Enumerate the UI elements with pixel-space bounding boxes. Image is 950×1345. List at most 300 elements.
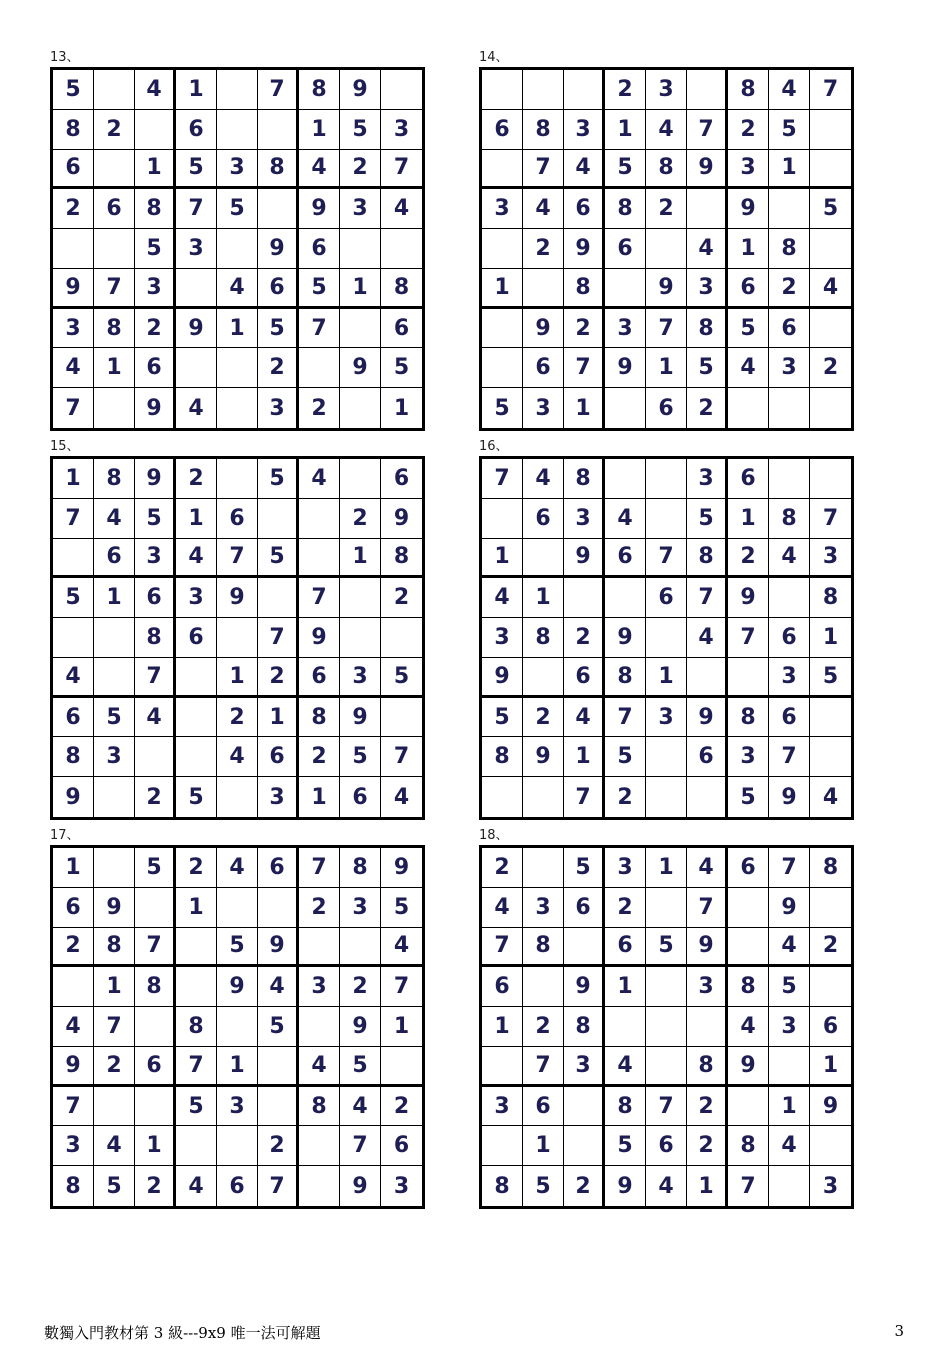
sudoku-cell bbox=[176, 1126, 217, 1166]
sudoku-cell: 9 bbox=[135, 459, 176, 499]
sudoku-cell: 8 bbox=[135, 189, 176, 229]
sudoku-cell: 4 bbox=[605, 499, 646, 539]
sudoku-cell bbox=[176, 737, 217, 777]
sudoku-cell: 3 bbox=[299, 967, 340, 1007]
sudoku-cell: 4 bbox=[564, 698, 605, 738]
sudoku-cell: 1 bbox=[482, 269, 523, 309]
sudoku-cell bbox=[646, 967, 687, 1007]
sudoku-cell: 5 bbox=[135, 229, 176, 269]
sudoku-cell: 1 bbox=[299, 777, 340, 817]
sudoku-cell: 9 bbox=[381, 499, 422, 539]
sudoku-cell: 7 bbox=[94, 269, 135, 309]
sudoku-cell bbox=[605, 459, 646, 499]
sudoku-cell: 6 bbox=[381, 309, 422, 349]
sudoku-cell bbox=[728, 388, 769, 428]
sudoku-cell: 6 bbox=[299, 229, 340, 269]
sudoku-cell: 4 bbox=[176, 1166, 217, 1206]
sudoku-cell: 9 bbox=[135, 388, 176, 428]
sudoku-cell: 8 bbox=[687, 539, 728, 579]
sudoku-cell: 3 bbox=[340, 189, 381, 229]
sudoku-cell bbox=[564, 928, 605, 968]
sudoku-cell: 9 bbox=[217, 578, 258, 618]
sudoku-cell: 8 bbox=[381, 539, 422, 579]
sudoku-cell bbox=[299, 1126, 340, 1166]
sudoku-cell bbox=[482, 70, 523, 110]
sudoku-cell: 2 bbox=[687, 1087, 728, 1127]
sudoku-cell: 5 bbox=[94, 1166, 135, 1206]
sudoku-cell bbox=[482, 1047, 523, 1087]
sudoku-cell: 9 bbox=[53, 269, 94, 309]
sudoku-cell bbox=[53, 539, 94, 579]
sudoku-cell bbox=[728, 658, 769, 698]
sudoku-grid bbox=[479, 67, 854, 431]
sudoku-cell: 1 bbox=[94, 967, 135, 1007]
sudoku-cell bbox=[135, 110, 176, 150]
sudoku-cell: 1 bbox=[810, 618, 851, 658]
sudoku-cell bbox=[176, 348, 217, 388]
sudoku-cell: 7 bbox=[258, 1166, 299, 1206]
sudoku-cell bbox=[340, 388, 381, 428]
sudoku-cell: 1 bbox=[482, 1007, 523, 1047]
sudoku-cell: 5 bbox=[605, 1126, 646, 1166]
sudoku-cell bbox=[810, 150, 851, 190]
sudoku-cell: 9 bbox=[217, 967, 258, 1007]
sudoku-cell: 8 bbox=[769, 229, 810, 269]
sudoku-cell: 7 bbox=[728, 1166, 769, 1206]
sudoku-cell: 8 bbox=[94, 928, 135, 968]
sudoku-cell bbox=[523, 658, 564, 698]
sudoku-cell: 2 bbox=[810, 928, 851, 968]
sudoku-cell bbox=[217, 348, 258, 388]
sudoku-cell: 2 bbox=[299, 737, 340, 777]
sudoku-grid bbox=[479, 456, 854, 820]
sudoku-cell: 8 bbox=[605, 189, 646, 229]
sudoku-cell: 2 bbox=[340, 150, 381, 190]
sudoku-cell: 6 bbox=[646, 1126, 687, 1166]
sudoku-cell: 1 bbox=[564, 737, 605, 777]
sudoku-cell: 9 bbox=[53, 1047, 94, 1087]
sudoku-cell: 5 bbox=[687, 348, 728, 388]
sudoku-cell: 3 bbox=[53, 309, 94, 349]
sudoku-cell bbox=[258, 1047, 299, 1087]
sudoku-cell: 2 bbox=[646, 189, 687, 229]
sudoku-cell: 1 bbox=[646, 658, 687, 698]
sudoku-cell: 3 bbox=[605, 309, 646, 349]
sudoku-cell: 5 bbox=[646, 928, 687, 968]
sudoku-cell: 4 bbox=[605, 1047, 646, 1087]
sudoku-cell: 6 bbox=[523, 1087, 564, 1127]
sudoku-cell: 8 bbox=[94, 309, 135, 349]
sudoku-cell: 5 bbox=[728, 777, 769, 817]
sudoku-cell: 6 bbox=[94, 539, 135, 579]
sudoku-cell bbox=[340, 459, 381, 499]
sudoku-cell bbox=[217, 618, 258, 658]
sudoku-cell: 4 bbox=[687, 848, 728, 888]
sudoku-cell: 7 bbox=[482, 928, 523, 968]
sudoku-cell: 3 bbox=[728, 150, 769, 190]
sudoku-cell bbox=[646, 777, 687, 817]
sudoku-cell: 1 bbox=[135, 150, 176, 190]
sudoku-cell: 7 bbox=[135, 928, 176, 968]
sudoku-cell: 1 bbox=[381, 1007, 422, 1047]
sudoku-cell: 3 bbox=[482, 189, 523, 229]
sudoku-cell bbox=[646, 618, 687, 658]
sudoku-cell: 9 bbox=[687, 698, 728, 738]
sudoku-cell: 3 bbox=[340, 658, 381, 698]
sudoku-cell bbox=[769, 578, 810, 618]
sudoku-cell bbox=[482, 229, 523, 269]
sudoku-cell: 1 bbox=[687, 1166, 728, 1206]
puzzle-label: 14、 bbox=[479, 50, 509, 65]
sudoku-cell: 7 bbox=[381, 150, 422, 190]
sudoku-cell: 7 bbox=[564, 777, 605, 817]
sudoku-cell: 6 bbox=[340, 777, 381, 817]
sudoku-cell: 2 bbox=[728, 539, 769, 579]
sudoku-cell: 4 bbox=[299, 150, 340, 190]
sudoku-cell: 5 bbox=[258, 309, 299, 349]
sudoku-cell bbox=[769, 388, 810, 428]
sudoku-cell: 5 bbox=[381, 658, 422, 698]
sudoku-cell bbox=[258, 499, 299, 539]
sudoku-cell: 9 bbox=[564, 539, 605, 579]
sudoku-cell: 4 bbox=[94, 499, 135, 539]
sudoku-cell: 5 bbox=[135, 848, 176, 888]
sudoku-cell bbox=[217, 459, 258, 499]
sudoku-cell: 8 bbox=[810, 578, 851, 618]
sudoku-cell: 9 bbox=[687, 150, 728, 190]
sudoku-cell bbox=[523, 539, 564, 579]
sudoku-cell: 9 bbox=[340, 348, 381, 388]
sudoku-cell: 2 bbox=[94, 1047, 135, 1087]
sudoku-cell: 3 bbox=[258, 388, 299, 428]
sudoku-cell bbox=[94, 658, 135, 698]
sudoku-cell bbox=[340, 928, 381, 968]
sudoku-cell: 8 bbox=[523, 928, 564, 968]
sudoku-cell: 6 bbox=[53, 888, 94, 928]
sudoku-cell bbox=[646, 459, 687, 499]
sudoku-cell: 4 bbox=[258, 967, 299, 1007]
sudoku-cell: 2 bbox=[605, 777, 646, 817]
sudoku-cell: 3 bbox=[393, 1173, 410, 1199]
sudoku-cell: 8 bbox=[299, 1087, 340, 1127]
sudoku-cell: 1 bbox=[810, 1047, 851, 1087]
sudoku-cell: 7 bbox=[687, 110, 728, 150]
sudoku-cell: 2 bbox=[53, 928, 94, 968]
sudoku-cell: 8 bbox=[605, 1087, 646, 1127]
sudoku-cell: 4 bbox=[646, 1166, 687, 1206]
sudoku-cell: 4 bbox=[53, 348, 94, 388]
sudoku-cell: 9 bbox=[646, 269, 687, 309]
sudoku-cell bbox=[94, 229, 135, 269]
sudoku-cell: 3 bbox=[523, 388, 564, 428]
sudoku-cell: 7 bbox=[53, 499, 94, 539]
sudoku-cell bbox=[258, 578, 299, 618]
sudoku-cell: 5 bbox=[176, 777, 217, 817]
sudoku-cell: 2 bbox=[135, 777, 176, 817]
sudoku-cell: 5 bbox=[482, 698, 523, 738]
sudoku-cell: 2 bbox=[523, 1007, 564, 1047]
sudoku-cell bbox=[53, 229, 94, 269]
sudoku-cell: 4 bbox=[135, 698, 176, 738]
sudoku-cell: 5 bbox=[217, 928, 258, 968]
sudoku-cell: 7 bbox=[299, 578, 340, 618]
sudoku-cell bbox=[728, 1087, 769, 1127]
sudoku-cell: 7 bbox=[299, 309, 340, 349]
sudoku-cell bbox=[810, 229, 851, 269]
sudoku-cell: 1 bbox=[482, 539, 523, 579]
sudoku-grid bbox=[479, 845, 854, 1209]
sudoku-cell bbox=[94, 618, 135, 658]
sudoku-cell: 7 bbox=[53, 1087, 94, 1127]
sudoku-cell bbox=[769, 1047, 810, 1087]
sudoku-cell: 5 bbox=[564, 848, 605, 888]
sudoku-cell: 7 bbox=[687, 578, 728, 618]
sudoku-cell bbox=[728, 888, 769, 928]
sudoku-cell: 4 bbox=[217, 848, 258, 888]
sudoku-cell: 3 bbox=[53, 1126, 94, 1166]
sudoku-cell bbox=[94, 1087, 135, 1127]
sudoku-cell: 7 bbox=[135, 658, 176, 698]
sudoku-cell bbox=[810, 309, 851, 349]
sudoku-cell: 7 bbox=[646, 539, 687, 579]
sudoku-cell: 4 bbox=[564, 150, 605, 190]
sudoku-cell: 3 bbox=[381, 110, 422, 150]
sudoku-cell: 8 bbox=[94, 459, 135, 499]
sudoku-cell bbox=[810, 698, 851, 738]
sudoku-cell: 3 bbox=[605, 848, 646, 888]
sudoku-cell: 8 bbox=[810, 848, 851, 888]
sudoku-cell: 6 bbox=[646, 578, 687, 618]
sudoku-cell: 5 bbox=[381, 348, 422, 388]
sudoku-cell: 3 bbox=[482, 618, 523, 658]
sudoku-cell bbox=[646, 499, 687, 539]
sudoku-cell: 4 bbox=[687, 618, 728, 658]
sudoku-cell: 6 bbox=[769, 618, 810, 658]
sudoku-cell: 8 bbox=[299, 698, 340, 738]
sudoku-cell: 5 bbox=[340, 1047, 381, 1087]
sudoku-cell bbox=[482, 499, 523, 539]
sudoku-cell bbox=[482, 309, 523, 349]
sudoku-cell bbox=[605, 269, 646, 309]
sudoku-cell: 9 bbox=[258, 928, 299, 968]
sudoku-cell: 5 bbox=[605, 150, 646, 190]
sudoku-cell: 2 bbox=[258, 658, 299, 698]
sudoku-cell bbox=[381, 229, 422, 269]
sudoku-cell: 9 bbox=[523, 737, 564, 777]
sudoku-cell: 5 bbox=[217, 189, 258, 229]
sudoku-cell: 6 bbox=[176, 618, 217, 658]
sudoku-cell bbox=[340, 578, 381, 618]
sudoku-cell: 3 bbox=[769, 658, 810, 698]
sudoku-cell: 3 bbox=[258, 777, 299, 817]
sudoku-cell: 2 bbox=[381, 578, 422, 618]
sudoku-cell: 5 bbox=[605, 737, 646, 777]
sudoku-cell: 2 bbox=[217, 698, 258, 738]
sudoku-cell: 1 bbox=[217, 1047, 258, 1087]
sudoku-cell: 8 bbox=[482, 737, 523, 777]
sudoku-cell: 1 bbox=[176, 888, 217, 928]
sudoku-cell bbox=[217, 1126, 258, 1166]
sudoku-cell: 4 bbox=[769, 70, 810, 110]
sudoku-cell: 1 bbox=[176, 70, 217, 110]
sudoku-cell: 6 bbox=[299, 658, 340, 698]
sudoku-cell bbox=[94, 848, 135, 888]
sudoku-cell bbox=[53, 618, 94, 658]
sudoku-cell bbox=[646, 229, 687, 269]
sudoku-cell: 4 bbox=[728, 348, 769, 388]
sudoku-cell: 2 bbox=[605, 70, 646, 110]
sudoku-cell: 3 bbox=[217, 1087, 258, 1127]
sudoku-cell: 6 bbox=[53, 698, 94, 738]
sudoku-cell bbox=[217, 888, 258, 928]
sudoku-cell: 7 bbox=[646, 309, 687, 349]
sudoku-cell: 6 bbox=[605, 928, 646, 968]
sudoku-cell: 7 bbox=[810, 70, 851, 110]
sudoku-cell: 4 bbox=[687, 229, 728, 269]
sudoku-cell: 7 bbox=[769, 737, 810, 777]
sudoku-cell: 8 bbox=[728, 70, 769, 110]
sudoku-cell: 8 bbox=[687, 309, 728, 349]
sudoku-cell: 6 bbox=[94, 189, 135, 229]
sudoku-cell: 5 bbox=[687, 499, 728, 539]
sudoku-cell: 5 bbox=[176, 150, 217, 190]
sudoku-cell bbox=[605, 578, 646, 618]
sudoku-cell bbox=[646, 1047, 687, 1087]
sudoku-cell bbox=[299, 928, 340, 968]
sudoku-cell bbox=[564, 70, 605, 110]
sudoku-cell bbox=[687, 1007, 728, 1047]
sudoku-cell: 3 bbox=[687, 269, 728, 309]
sudoku-cell: 8 bbox=[53, 1166, 94, 1206]
sudoku-cell: 7 bbox=[176, 189, 217, 229]
sudoku-cell: 2 bbox=[258, 348, 299, 388]
sudoku-cell: 2 bbox=[340, 967, 381, 1007]
sudoku-cell: 6 bbox=[381, 1126, 422, 1166]
puzzle-label: 17、 bbox=[50, 828, 80, 843]
sudoku-cell: 7 bbox=[605, 698, 646, 738]
sudoku-cell: 6 bbox=[728, 459, 769, 499]
sudoku-cell: 6 bbox=[482, 110, 523, 150]
sudoku-cell: 8 bbox=[728, 698, 769, 738]
sudoku-cell: 1 bbox=[728, 229, 769, 269]
sudoku-cell: 5 bbox=[258, 459, 299, 499]
sudoku-cell bbox=[523, 848, 564, 888]
sudoku-cell: 7 bbox=[381, 737, 422, 777]
sudoku-cell: 6 bbox=[564, 658, 605, 698]
sudoku-cell: 1 bbox=[258, 698, 299, 738]
sudoku-cell bbox=[482, 777, 523, 817]
sudoku-cell: 9 bbox=[728, 189, 769, 229]
sudoku-cell: 4 bbox=[217, 269, 258, 309]
sudoku-cell: 5 bbox=[810, 189, 851, 229]
sudoku-cell: 1 bbox=[523, 578, 564, 618]
sudoku-cell: 6 bbox=[217, 499, 258, 539]
sudoku-cell bbox=[523, 269, 564, 309]
sudoku-cell: 6 bbox=[53, 150, 94, 190]
sudoku-cell: 2 bbox=[769, 269, 810, 309]
sudoku-cell: 3 bbox=[564, 499, 605, 539]
sudoku-cell: 3 bbox=[482, 1087, 523, 1127]
sudoku-cell: 9 bbox=[728, 1047, 769, 1087]
sudoku-cell: 8 bbox=[728, 1126, 769, 1166]
sudoku-cell: 6 bbox=[646, 388, 687, 428]
sudoku-cell: 9 bbox=[810, 1087, 851, 1127]
sudoku-cell bbox=[810, 110, 851, 150]
sudoku-cell: 2 bbox=[340, 499, 381, 539]
sudoku-cell: 2 bbox=[381, 1087, 422, 1127]
sudoku-cell: 1 bbox=[94, 348, 135, 388]
sudoku-cell: 6 bbox=[728, 269, 769, 309]
sudoku-cell: 7 bbox=[94, 1007, 135, 1047]
sudoku-grid bbox=[50, 456, 425, 820]
sudoku-cell: 2 bbox=[482, 848, 523, 888]
sudoku-cell: 3 bbox=[523, 888, 564, 928]
sudoku-cell: 6 bbox=[176, 110, 217, 150]
sudoku-cell bbox=[482, 150, 523, 190]
sudoku-cell: 3 bbox=[135, 269, 176, 309]
sudoku-cell: 8 bbox=[135, 967, 176, 1007]
sudoku-cell bbox=[523, 70, 564, 110]
sudoku-cell: 2 bbox=[176, 848, 217, 888]
sudoku-cell: 7 bbox=[482, 459, 523, 499]
sudoku-cell: 4 bbox=[135, 70, 176, 110]
sudoku-cell: 8 bbox=[176, 1007, 217, 1047]
sudoku-cell bbox=[176, 269, 217, 309]
sudoku-cell bbox=[94, 777, 135, 817]
sudoku-cell: 3 bbox=[687, 967, 728, 1007]
sudoku-cell: 5 bbox=[769, 967, 810, 1007]
sudoku-cell: 4 bbox=[728, 1007, 769, 1047]
sudoku-cell: 6 bbox=[258, 848, 299, 888]
sudoku-cell: 9 bbox=[605, 618, 646, 658]
sudoku-cell: 1 bbox=[53, 459, 94, 499]
sudoku-cell: 4 bbox=[769, 539, 810, 579]
puzzle-label: 15、 bbox=[50, 439, 80, 454]
sudoku-cell: 7 bbox=[523, 150, 564, 190]
sudoku-cell: 1 bbox=[176, 499, 217, 539]
puzzle-label: 18、 bbox=[479, 828, 509, 843]
sudoku-cell: 6 bbox=[381, 459, 422, 499]
sudoku-cell: 6 bbox=[769, 309, 810, 349]
sudoku-cell bbox=[482, 348, 523, 388]
sudoku-cell: 8 bbox=[687, 1047, 728, 1087]
sudoku-cell bbox=[340, 229, 381, 269]
sudoku-cell: 9 bbox=[340, 1166, 381, 1206]
sudoku-cell: 9 bbox=[299, 618, 340, 658]
sudoku-cell bbox=[217, 229, 258, 269]
sudoku-cell bbox=[340, 618, 381, 658]
sudoku-cell: 2 bbox=[564, 618, 605, 658]
sudoku-cell: 5 bbox=[94, 698, 135, 738]
sudoku-cell: 9 bbox=[340, 70, 381, 110]
sudoku-cell bbox=[135, 737, 176, 777]
sudoku-cell bbox=[605, 388, 646, 428]
sudoku-cell: 5 bbox=[381, 888, 422, 928]
sudoku-cell: 8 bbox=[340, 848, 381, 888]
footer-title: 數獨入門教材第 3 級---9x9 唯一法可解題 bbox=[44, 1324, 321, 1342]
sudoku-cell bbox=[687, 777, 728, 817]
sudoku-cell bbox=[810, 388, 851, 428]
sudoku-cell: 1 bbox=[340, 269, 381, 309]
sudoku-cell: 7 bbox=[53, 388, 94, 428]
sudoku-cell bbox=[687, 658, 728, 698]
sudoku-cell: 2 bbox=[605, 888, 646, 928]
sudoku-cell: 6 bbox=[135, 578, 176, 618]
sudoku-cell: 1 bbox=[605, 110, 646, 150]
sudoku-cell: 2 bbox=[810, 348, 851, 388]
sudoku-cell: 7 bbox=[523, 1047, 564, 1087]
sudoku-cell bbox=[94, 388, 135, 428]
